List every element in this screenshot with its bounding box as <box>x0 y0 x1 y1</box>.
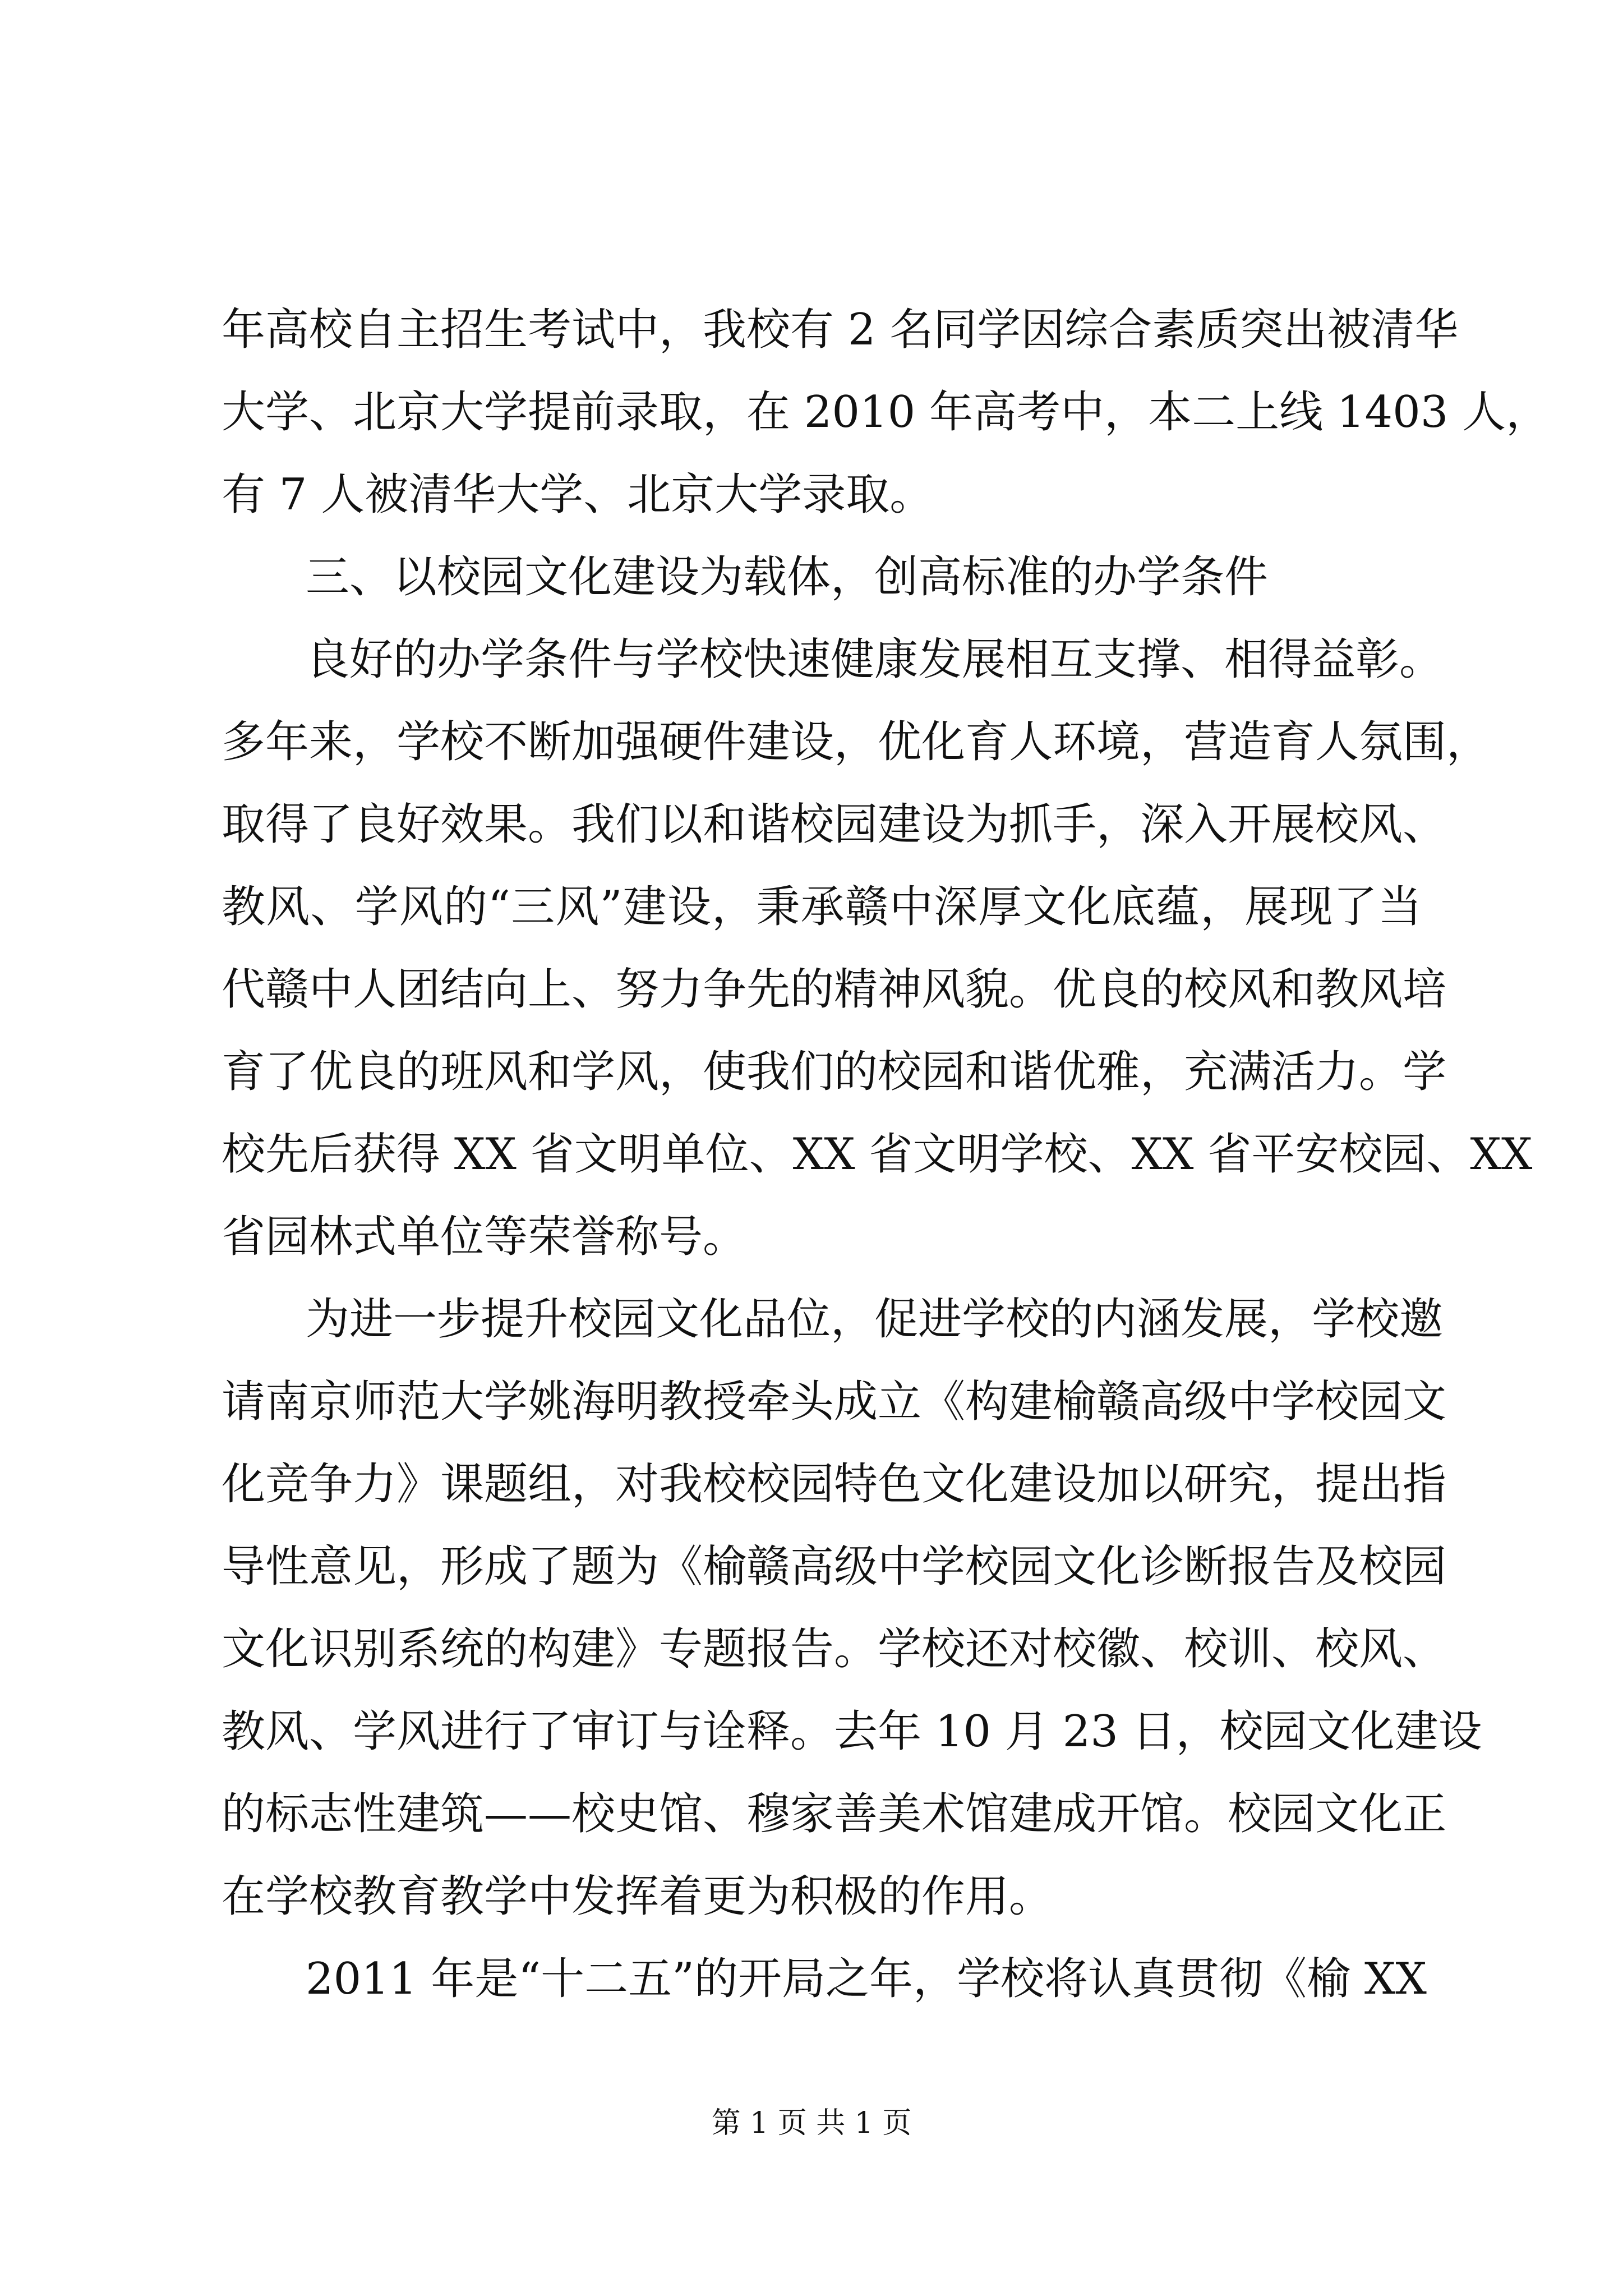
text-line: 导性意见，形成了题为《榆赣高级中学校园文化诊断报告及校园 <box>222 1542 1447 1592</box>
text-line: 年高校自主招生考试中，我校有 2 名同学因综合素质突出被清华 <box>222 305 1459 355</box>
text-line: 多年来，学校不断加强硬件建设，优化育人环境，营造育人氛围， <box>222 717 1491 767</box>
text-line: 化竞争力》课题组，对我校校园特色文化建设加以研究，提出指 <box>222 1459 1447 1510</box>
text-line: 教风、学风的“三风”建设，秉承赣中深厚文化底蕴，展现了当 <box>222 882 1422 932</box>
text-line: 2011 年是“十二五”的开局之年，学校将认真贯彻《榆 XX <box>306 1954 1427 2004</box>
text-line: 在学校教育教学中发挥着更为积极的作用。 <box>222 1871 1053 1922</box>
page-footer: 第 1 页 共 1 页 <box>711 2106 912 2140</box>
text-line: 为进一步提升校园文化品位，促进学校的内涵发展，学校邀 <box>306 1294 1444 1345</box>
text-line: 育了优良的班风和学风，使我们的校园和谐优雅，充满活力。学 <box>222 1047 1447 1097</box>
text-line: 请南京师范大学姚海明教授牵头成立《构建榆赣高级中学校园文 <box>222 1377 1447 1427</box>
text-line: 大学、北京大学提前录取，在 2010 年高考中，本二上线 1403 人， <box>222 387 1550 438</box>
text-line: 校先后获得 XX 省文明单位、XX 省文明学校、XX 省平安校园、XX <box>222 1129 1533 1180</box>
text-line: 取得了良好效果。我们以和谐校园建设为抓手，深入开展校风、 <box>222 799 1447 850</box>
text-line: 的标志性建筑——校史馆、穆家善美术馆建成开馆。校园文化正 <box>222 1789 1447 1839</box>
text-line: 教风、学风进行了审订与诠释。去年 10 月 23 日，校园文化建设 <box>222 1706 1482 1757</box>
text-line: 省园林式单位等荣誉称号。 <box>222 1212 747 1262</box>
text-line: 文化识别系统的构建》专题报告。学校还对校徽、校训、校风、 <box>222 1624 1447 1674</box>
text-line: 良好的办学条件与学校快速健康发展相互支撑、相得益彰。 <box>306 634 1444 685</box>
text-line: 代赣中人团结向上、努力争先的精神风貌。优良的校风和教风培 <box>222 964 1447 1015</box>
section-heading: 三、以校园文化建设为载体，创高标准的办学条件 <box>306 552 1269 602</box>
text-line: 有 7 人被清华大学、北京大学录取。 <box>222 470 934 520</box>
